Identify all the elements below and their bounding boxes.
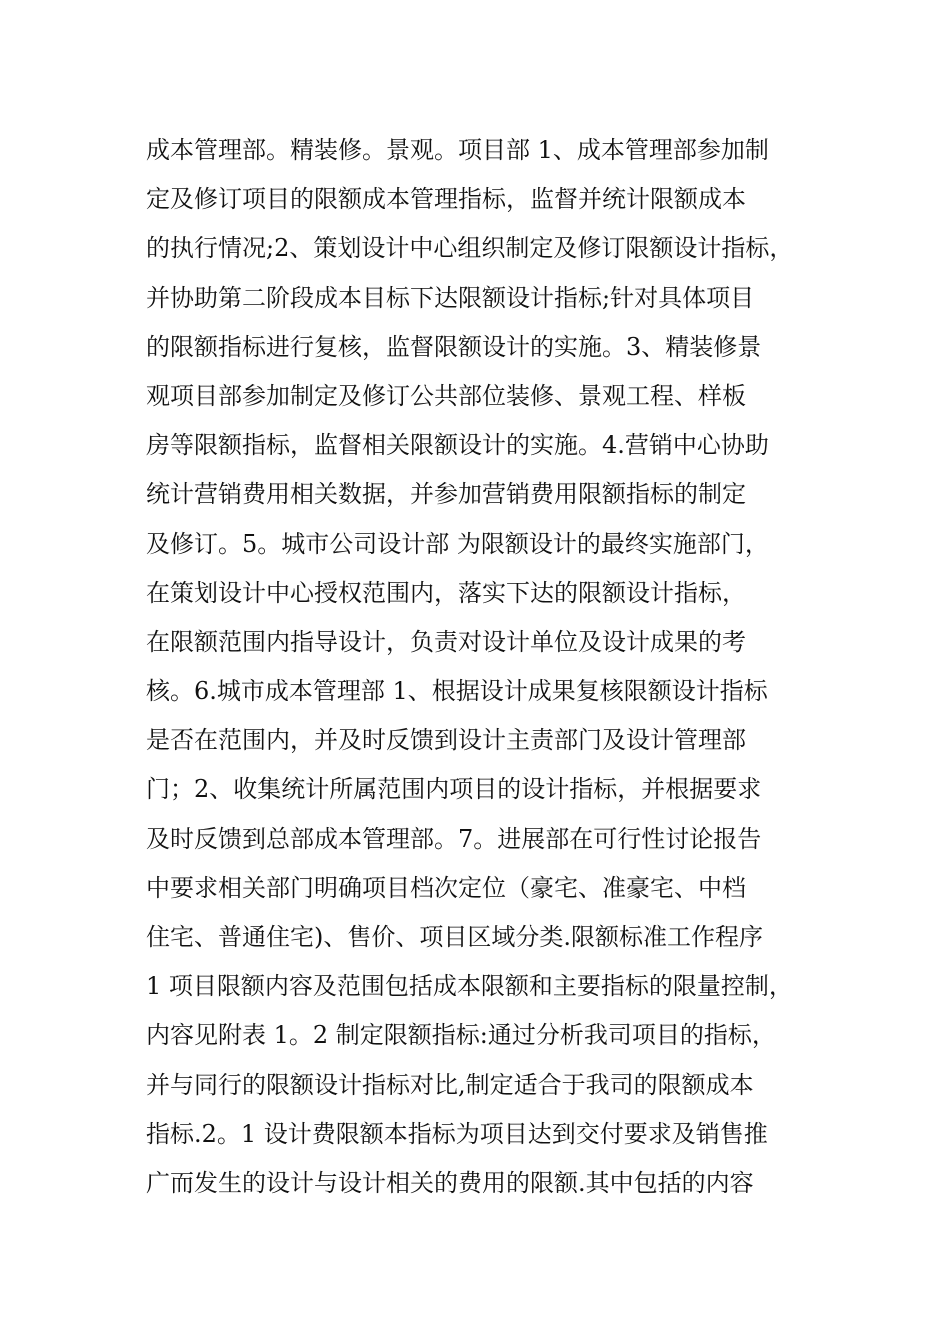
text-line: 指标.2。1 设计费限额本指标为项目达到交付要求及销售推 <box>146 1119 768 1148</box>
text-line: 门；2、收集统计所属范围内项目的设计指标，并根据要求 <box>146 775 762 804</box>
text-line: 定及修订项目的限额成本管理指标，监督并统计限额成本 <box>146 185 746 214</box>
text-line: 是否在范围内，并及时反馈到设计主责部门及设计管理部 <box>146 726 746 755</box>
text-line: 内容见附表 1。2 制定限额指标:通过分析我司项目的指标， <box>146 1021 776 1050</box>
text-line: 并与同行的限额设计指标对比,制定适合于我司的限额成本 <box>146 1070 754 1099</box>
text-line: 1 项目限额内容及范围包括成本限额和主要指标的限量控制， <box>146 972 793 1001</box>
text-line: 统计营销费用相关数据，并参加营销费用限额指标的制定 <box>146 480 746 509</box>
body-text <box>146 126 836 1208</box>
text-line: 核。6.城市成本管理部 1、根据设计成果复核限额设计指标 <box>146 677 768 706</box>
text-line: 在策划设计中心授权范围内，落实下达的限额设计指标， <box>146 578 746 607</box>
text-line: 及修订。5。城市公司设计部 为限额设计的最终实施部门， <box>146 529 769 558</box>
text-line: 成本管理部。精装修。景观。项目部 1、成本管理部参加制 <box>146 136 769 164</box>
text-line: 观项目部参加制定及修订公共部位装修、景观工程、样板 <box>146 381 746 410</box>
text-line: 并协助第二阶段成本目标下达限额设计指标;针对具体项目 <box>146 283 755 312</box>
text-line: 住宅、普通住宅)、售价、项目区域分类.限额标准工作程序 <box>146 923 763 951</box>
text-line: 的限额指标进行复核，监督限额设计的实施。3、精装修景 <box>146 332 762 361</box>
text-line: 及时反馈到总部成本管理部。7。进展部在可行性讨论报告 <box>146 824 762 853</box>
text-line: 在限额范围内指导设计，负责对设计单位及设计成果的考 <box>146 627 746 656</box>
text-line: 的执行情况;2、策划设计中心组织制定及修订限额设计指标， <box>146 234 794 263</box>
text-line: 中要求相关部门明确项目档次定位（豪宅、准豪宅、中档 <box>146 873 746 902</box>
text-line: 广而发生的设计与设计相关的费用的限额.其中包括的内容 <box>146 1168 754 1197</box>
text-line: 房等限额指标，监督相关限额设计的实施。4.营销中心协助 <box>146 431 769 460</box>
